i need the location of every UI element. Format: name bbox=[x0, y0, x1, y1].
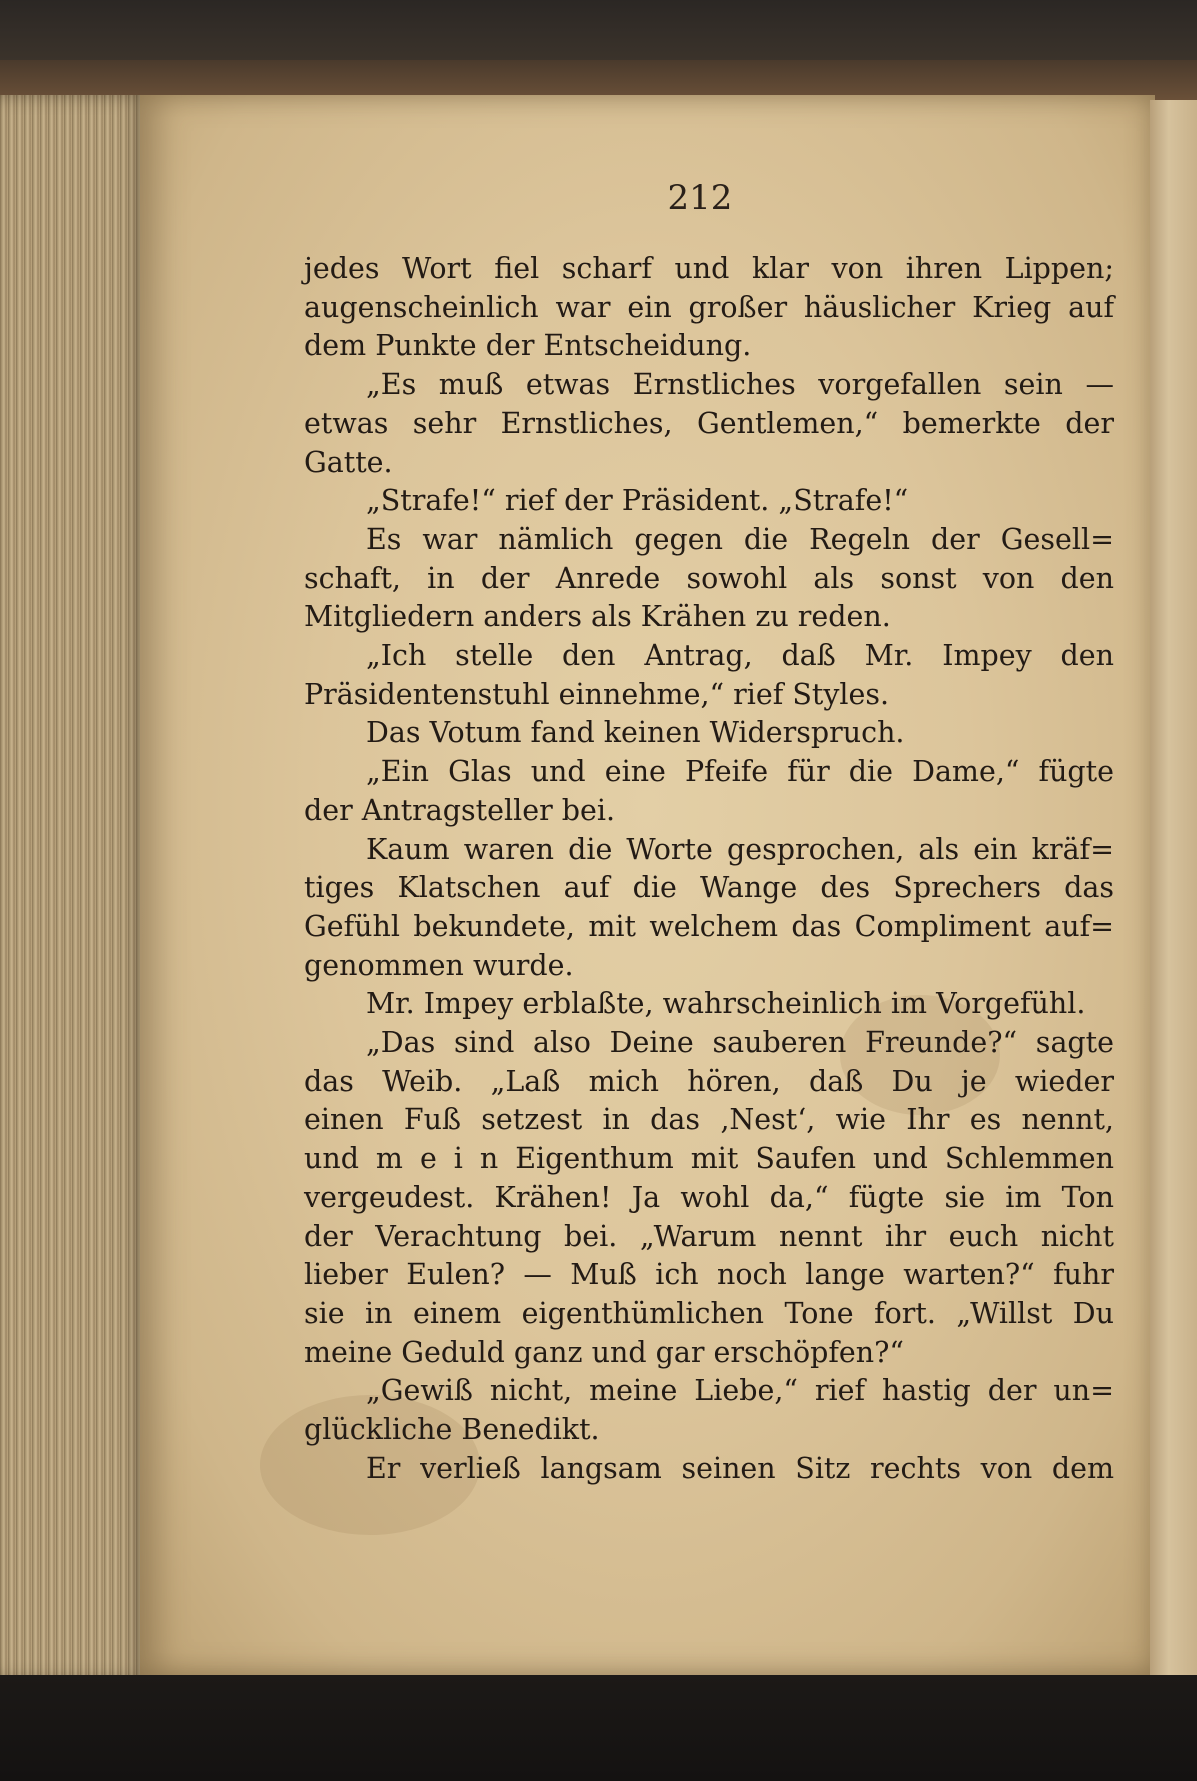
text-line: „Ich stelle den Antrag, daß Mr. Impey den bbox=[366, 639, 1114, 673]
text-line: tiges Klatschen auf die Wange des Sprechers das bbox=[304, 871, 1114, 905]
text-line: „Das sind also Deine sauberen Freunde?“ sagte bbox=[366, 1026, 1114, 1060]
text-line: „Gewiß nicht, meine Liebe,“ rief hastig der un= bbox=[366, 1374, 1114, 1408]
text-line: meine Geduld ganz und gar erschöpfen?“ bbox=[304, 1335, 904, 1369]
text-line: glückliche Benedikt. bbox=[304, 1413, 600, 1447]
next-page-edge bbox=[1150, 100, 1197, 1675]
text-line: das Weib. „Laß mich hören, daß Du je wieder bbox=[304, 1064, 1114, 1098]
page-stack-edge bbox=[0, 95, 150, 1680]
text-line: „Strafe!“ rief der Präsident. „Strafe!“ bbox=[366, 484, 909, 518]
text-line: genommen wurde. bbox=[304, 948, 574, 982]
page-number: 212 bbox=[667, 178, 733, 218]
text-line: Präsidentenstuhl einnehme,“ rief Styles. bbox=[304, 677, 890, 711]
text-line: „Es muß etwas Ernstliches vorgefallen sein — bbox=[366, 368, 1114, 402]
text-line: vergeudest. Krähen! Ja wohl da,“ fügte sie im Ton bbox=[304, 1180, 1114, 1214]
text-line: jedes Wort fiel scharf und klar von ihren Lippen; bbox=[304, 252, 1114, 285]
text-line: „Ein Glas und eine Pfeife für die Dame,“ fügte bbox=[366, 755, 1114, 789]
text-line: dem Punkte der Entscheidung. bbox=[304, 329, 752, 363]
text-line: sie in einem eigenthümlichen Tone fort. „Willst Du bbox=[304, 1296, 1114, 1330]
text-line: Mr. Impey erblaßte, wahrscheinlich im Vorgefühl. bbox=[366, 987, 1086, 1021]
book-cover-bottom bbox=[0, 1675, 1197, 1781]
text-line: Es war nämlich gegen die Regeln der Gesell= bbox=[366, 522, 1114, 556]
text-line: der Verachtung bei. „Warum nennt ihr euch nicht bbox=[304, 1219, 1114, 1253]
text-line: schaft, in der Anrede sowohl als sonst von den bbox=[304, 561, 1114, 595]
text-line: Gefühl bekundete, mit welchem das Compliment auf= bbox=[304, 909, 1114, 943]
text-line: Er verließ langsam seinen Sitz rechts von dem bbox=[366, 1451, 1114, 1485]
text-line: Mitgliedern anders als Krähen zu reden. bbox=[304, 600, 891, 634]
text-line: der Antragsteller bei. bbox=[304, 793, 616, 827]
text-line: Gatte. bbox=[304, 445, 393, 479]
body-text bbox=[304, 250, 1114, 1489]
text-line: lieber Eulen? — Muß ich noch lange warten?“ fuhr bbox=[304, 1258, 1114, 1292]
text-line: Das Votum fand keinen Widerspruch. bbox=[366, 716, 905, 750]
text-line: augenscheinlich war ein großer häuslicher Krieg auf bbox=[304, 290, 1114, 324]
text-line: und m e i n Eigenthum mit Saufen und Schlemmen bbox=[304, 1142, 1114, 1176]
text-line: einen Fuß setzest in das ‚Nest‘, wie Ihr es nennt, bbox=[304, 1103, 1114, 1137]
text-line: etwas sehr Ernstliches, Gentlemen,“ bemerkte der bbox=[304, 406, 1114, 440]
book-spine-edge bbox=[0, 60, 1197, 100]
text-line: Kaum waren die Worte gesprochen, als ein kräf= bbox=[366, 832, 1114, 866]
